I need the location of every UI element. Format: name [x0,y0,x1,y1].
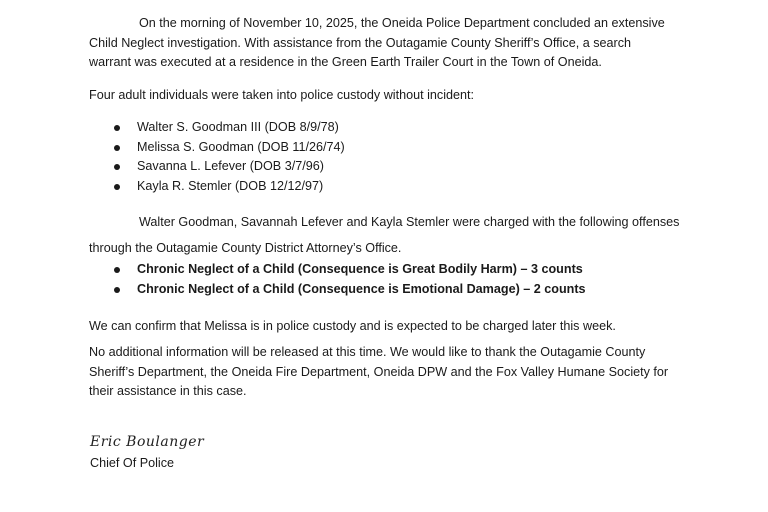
closing-line-3: their assistance in this case. [89,384,247,398]
list-item [89,177,709,197]
intro-paragraph [89,14,709,73]
bullet-icon [114,145,120,151]
individual-name: Melissa S. Goodman (DOB 11/26/74) [137,139,345,154]
individual-name: Savanna L. Lefever (DOB 3/7/96) [137,159,324,173]
list-item [89,260,709,280]
individual-name: Kayla R. Stemler (DOB 12/12/97) [137,178,324,193]
charges-intro-line-1: Walter Goodman, Savannah Lefever and Kayla Stemler were charged with the following offenses [139,215,680,229]
closing-paragraph [89,343,709,402]
bullet-icon [114,267,120,273]
charge-text: Chronic Neglect of a Child (Consequence is Great Bodily Harm) – 3 counts [137,262,583,276]
list-item [89,138,709,158]
closing-line-1: No additional information will be released at this time. We would like to thank the Outagamie County [89,345,646,359]
charges-intro-line-2: through the Outagamie County District Attorney’s Office. [89,241,402,255]
signature-title: Chief Of Police [90,456,174,470]
closing-line-2: Sheriff’s Department, the Oneida Fire Department, Oneida DPW and the Fox Valley Humane Society for [89,364,669,379]
intro-line-2: Child Neglect investigation. With assistance from the Outagamie County Sheriff’s Office, a search [89,35,632,50]
custody-intro: Four adult individuals were taken into police custody without incident: [89,88,475,102]
intro-line-3: warrant was executed at a residence in the Green Earth Trailer Court in the Town of Oneida. [89,55,602,69]
charges-list [89,260,709,299]
bullet-icon [114,287,120,293]
bullet-icon [114,164,120,170]
individual-name: Walter S. Goodman III (DOB 8/9/78) [137,120,339,134]
list-item [89,118,709,138]
signature: Eric Boulanger [90,434,205,450]
list-item [89,157,709,177]
bullet-icon [114,125,120,131]
bullet-icon [114,184,120,190]
melissa-note: We can confirm that Melissa is in police custody and is expected to be charged later this week. [89,319,616,333]
charges-intro [89,209,709,261]
individuals-list [89,118,709,196]
list-item [89,280,709,300]
intro-line-1: On the morning of November 10, 2025, the Oneida Police Department concluded an extensive [139,16,665,30]
charge-text: Chronic Neglect of a Child (Consequence is Emotional Damage) – 2 counts [137,281,586,296]
